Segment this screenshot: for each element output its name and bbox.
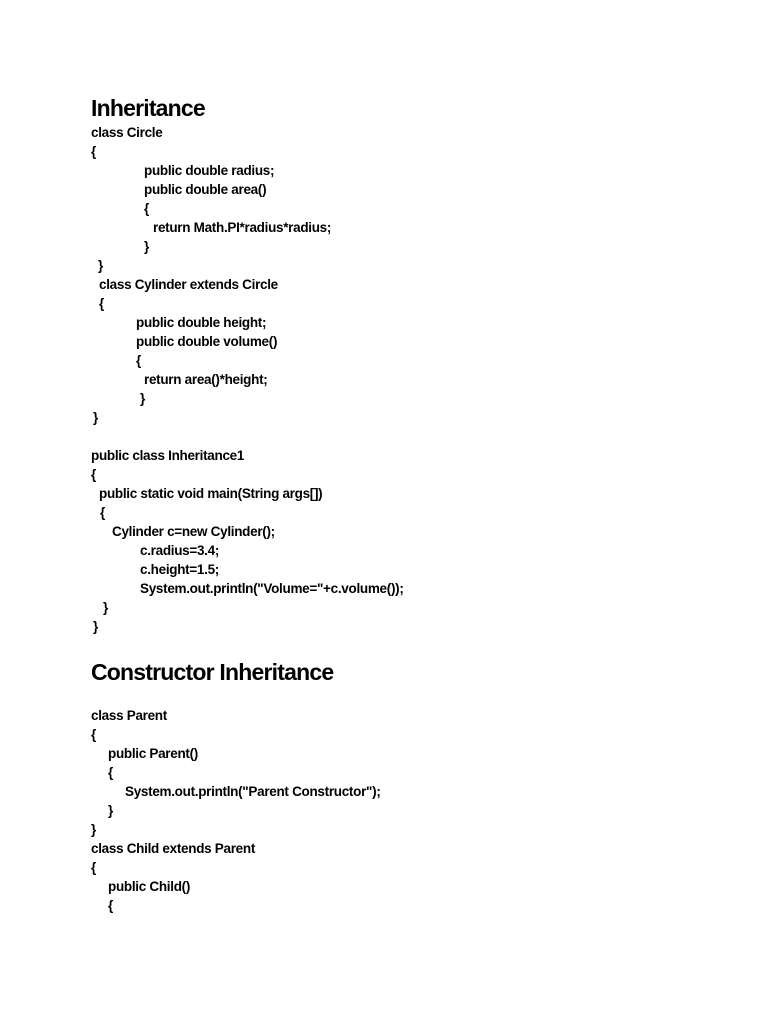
code-line: }	[144, 239, 149, 254]
code-line: public double area()	[144, 182, 267, 197]
code-line: {	[91, 727, 96, 742]
code-line: class Circle	[91, 125, 163, 140]
code-line: public double volume()	[136, 334, 278, 349]
code-line: {	[91, 860, 96, 875]
code-line: System.out.println("Parent Constructor");	[125, 784, 381, 799]
code-line: public static void main(String args[])	[99, 486, 323, 501]
code-line: {	[100, 505, 105, 520]
code-line: {	[144, 201, 149, 216]
code-line: }	[93, 619, 98, 634]
code-line: class Child extends Parent	[91, 841, 256, 856]
code-line: {	[91, 467, 96, 482]
code-line: {	[99, 296, 104, 311]
code-line: }	[103, 600, 108, 615]
code-line: }	[108, 803, 113, 818]
section-heading-inheritance: Inheritance	[91, 95, 205, 121]
code-line: c.radius=3.4;	[140, 543, 220, 558]
section-heading-constructor-inheritance: Constructor Inheritance	[91, 659, 334, 685]
code-line: {	[91, 144, 96, 159]
code-line: c.height=1.5;	[140, 562, 219, 577]
code-line: public double radius;	[144, 163, 275, 178]
code-line: }	[98, 258, 103, 273]
code-line: return area()*height;	[144, 372, 268, 387]
code-line: class Cylinder extends Circle	[99, 277, 278, 292]
code-line: {	[136, 353, 141, 368]
code-line: public class Inheritance1	[91, 448, 245, 463]
code-line: return Math.PI*radius*radius;	[153, 220, 332, 235]
code-line: public Child()	[108, 879, 191, 894]
code-line: public Parent()	[108, 746, 199, 761]
code-line: }	[93, 410, 98, 425]
code-line: Cylinder c=new Cylinder();	[112, 524, 275, 539]
code-line: }	[140, 391, 145, 406]
code-line: System.out.println("Volume="+c.volume());	[140, 581, 404, 596]
code-line: {	[108, 898, 113, 913]
code-line: {	[108, 765, 113, 780]
code-line: class Parent	[91, 708, 167, 723]
code-line: }	[91, 822, 96, 837]
code-line: public double height;	[136, 315, 267, 330]
